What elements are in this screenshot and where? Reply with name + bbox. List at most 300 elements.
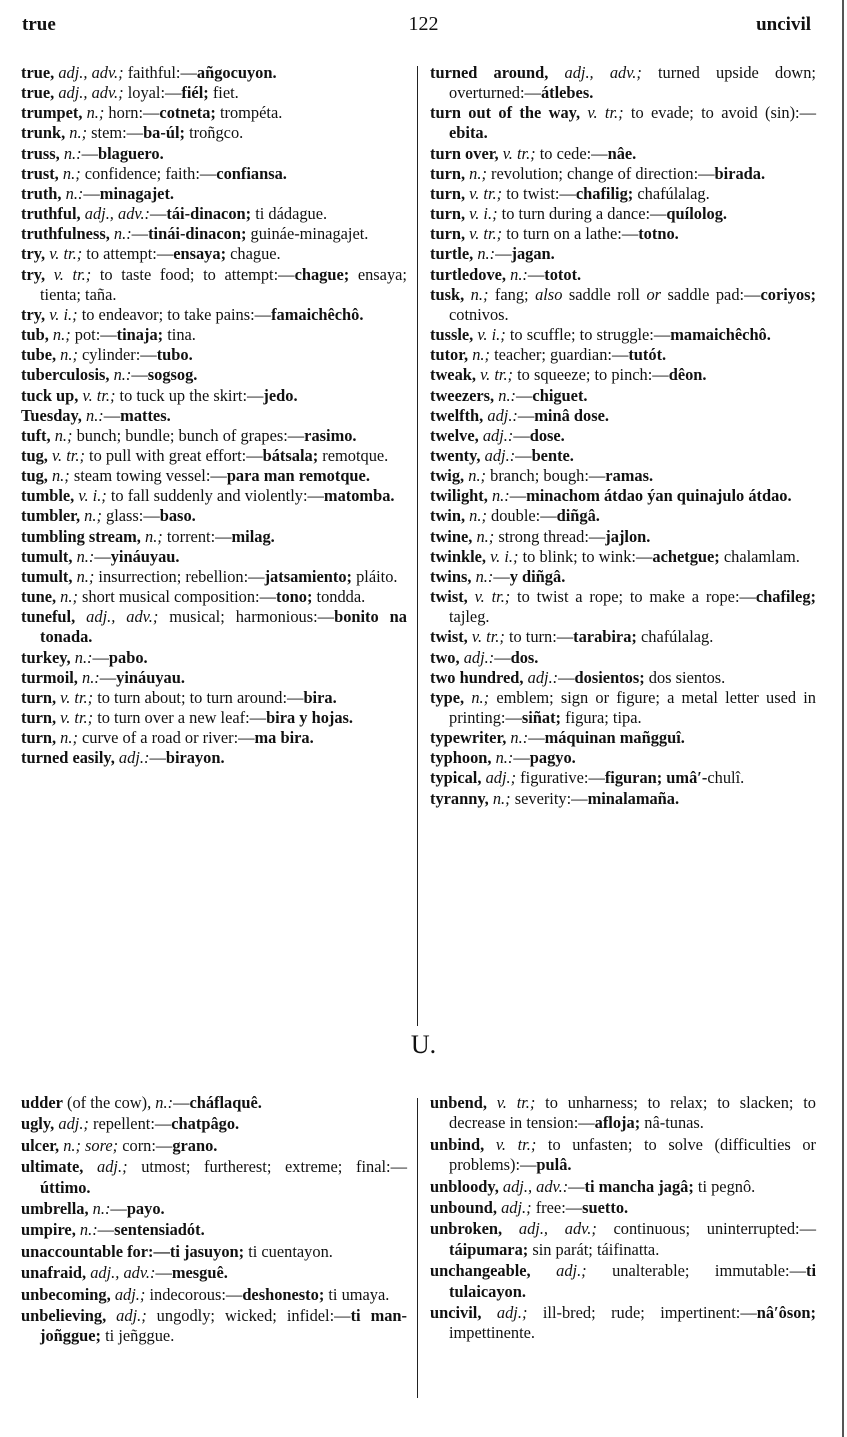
- entry-italic-text: adj.;: [556, 1261, 587, 1281]
- entry-text: confidence; faith:—: [80, 163, 217, 183]
- dictionary-entry: [21, 1136, 407, 1156]
- entry-text: chafúlalag.: [636, 627, 714, 647]
- entry-italic-text: n.;: [51, 466, 70, 486]
- running-head-left: true: [22, 14, 56, 35]
- dictionary-entry: [21, 648, 407, 668]
- entry-italic-text: adj., adv.;: [86, 607, 159, 627]
- dictionary-entry: [430, 345, 816, 365]
- entry-text: to twist:—: [502, 183, 576, 203]
- entry-text: torrent:—: [162, 526, 232, 546]
- entry-bold-text: turned easily,: [21, 748, 115, 768]
- entry-bold-text: bonito na tonada.: [40, 607, 407, 647]
- entry-italic-text: adj.;: [501, 1198, 532, 1218]
- entry-bold-text: milag.: [231, 526, 275, 546]
- entry-italic-text: n.:: [74, 647, 93, 667]
- entry-bold-text: unafraid,: [21, 1263, 87, 1283]
- entry-text: to tuck up the skirt:—: [115, 385, 264, 405]
- entry-bold-text: turtle,: [430, 244, 474, 264]
- dictionary-entry: [430, 789, 816, 809]
- entry-text: saddle roll: [562, 284, 647, 304]
- entry-bold-text: bira y hojas.: [266, 708, 354, 727]
- dictionary-entry: [21, 83, 407, 103]
- entry-bold-text: figuran; umâ′-: [604, 768, 708, 788]
- dictionary-entry: [21, 345, 407, 365]
- entry-bold-text: turn out of the way,: [430, 103, 581, 123]
- entry-text: to turn on a lathe:—: [502, 224, 639, 244]
- dictionary-entry: [21, 426, 407, 446]
- entry-bold-text: tumult,: [21, 566, 73, 586]
- dictionary-entry: [430, 668, 816, 688]
- entry-italic-text: n.:: [491, 486, 510, 506]
- entry-bold-text: jatsamiento;: [264, 566, 352, 586]
- entry-bold-text: truthfulness,: [21, 224, 110, 244]
- entry-bold-text: ba-úl;: [143, 123, 185, 143]
- entry-italic-text: adj.:: [484, 445, 516, 465]
- entry-italic-text: adj.;: [496, 1303, 528, 1323]
- entry-italic-text: n.:: [86, 405, 104, 425]
- entry-text: utmost; furtherest; extreme; final:—: [127, 1157, 407, 1177]
- entry-bold-text: chague;: [294, 264, 350, 284]
- entry-bold-text: ebita.: [449, 123, 488, 143]
- entry-bold-text: try,: [21, 264, 46, 284]
- entry-bold-text: tuneful,: [21, 607, 76, 627]
- dictionary-entry: [430, 426, 816, 446]
- dictionary-entry: [21, 668, 407, 688]
- entry-bold-text: totno.: [638, 224, 679, 244]
- entry-italic-text: adj.:: [487, 405, 518, 425]
- entry-bold-text: turn,: [430, 204, 466, 224]
- entry-italic-text: v. tr.;: [469, 183, 503, 203]
- entry-bold-text: turn,: [21, 728, 57, 748]
- dictionary-entry: [430, 265, 816, 285]
- entry-text: to blink; to wink:—: [518, 546, 653, 566]
- entry-bold-text: unbloody,: [430, 1176, 499, 1196]
- entry-bold-text: jagan.: [511, 244, 555, 264]
- entry-bold-text: tune,: [21, 587, 57, 607]
- entry-bold-text: unbelieving,: [21, 1306, 107, 1326]
- entry-bold-text: twine,: [430, 526, 473, 546]
- entry-text: to attempt:—: [82, 244, 174, 264]
- dictionary-entry: [430, 748, 816, 768]
- entry-bold-text: umpire,: [21, 1220, 76, 1240]
- entry-italic-text: n.;: [470, 284, 489, 304]
- entry-bold-text: tug,: [21, 466, 48, 486]
- entry-bold-text: umbrella,: [21, 1199, 89, 1219]
- entry-text: corn:—: [118, 1135, 173, 1155]
- entry-text: —: [558, 667, 575, 687]
- entry-text: insurrection; rebellion:—: [94, 566, 265, 586]
- entry-text: continuous; uninterrupted:—: [596, 1219, 816, 1239]
- dictionary-entry: [430, 144, 816, 164]
- entry-bold-text: jajlon.: [605, 526, 651, 546]
- entry-text: to taste food; to attempt:—: [91, 264, 295, 284]
- entry-bold-text: unbind,: [430, 1134, 485, 1154]
- entry-text: ti dádague.: [251, 204, 328, 224]
- dictionary-entry: [21, 607, 407, 647]
- entry-bold-text: two,: [430, 647, 460, 667]
- entry-bold-text: tussle,: [430, 325, 474, 345]
- entry-text: —: [513, 748, 530, 768]
- entry-text: to turn:—: [504, 627, 574, 647]
- dictionary-entry: [430, 648, 816, 668]
- entry-italic-text: n.;: [62, 163, 81, 183]
- entry-text: ungodly; wicked; infidel:—: [146, 1306, 351, 1326]
- entry-text: —: [131, 365, 148, 385]
- dictionary-entry: [21, 1263, 407, 1283]
- entry-text: remotque.: [318, 445, 389, 465]
- entry-italic-text: n.:: [65, 183, 84, 203]
- entry-bold-text: baso.: [159, 506, 196, 526]
- entry-text: to turn about; to turn around:—: [93, 687, 304, 707]
- entry-bold-text: typical,: [430, 768, 482, 788]
- entry-text: —: [83, 183, 100, 203]
- entry-bold-text: twin,: [430, 506, 466, 526]
- scan-edge: [842, 0, 844, 1437]
- entry-italic-text: n.:: [498, 385, 517, 405]
- dictionary-entry: [21, 728, 407, 748]
- dictionary-entry: [430, 365, 816, 385]
- entry-bold-text: unbound,: [430, 1198, 497, 1218]
- dictionary-entry: [21, 224, 407, 244]
- dictionary-entry: [21, 103, 407, 123]
- entry-bold-text: tyranny,: [430, 788, 489, 808]
- entry-italic-text: v. tr.;: [495, 1134, 537, 1154]
- entry-bold-text: ensaya;: [173, 244, 227, 264]
- entry-bold-text: truth,: [21, 183, 62, 203]
- entry-text: to turn during a dance:—: [497, 204, 667, 224]
- entry-bold-text: tub,: [21, 325, 49, 345]
- entry-bold-text: trust,: [21, 163, 59, 183]
- entry-text: horn:—: [104, 103, 160, 123]
- entry-bold-text: nâ′ôson;: [756, 1303, 816, 1323]
- entry-bold-text: ti man-joñggue;: [40, 1306, 407, 1346]
- dictionary-entry: [21, 1114, 407, 1134]
- entry-bold-text: truss,: [21, 143, 60, 163]
- dictionary-entry: [21, 567, 407, 587]
- entry-text: —: [149, 748, 166, 768]
- entry-bold-text: cháflaquê.: [189, 1093, 262, 1112]
- entry-text: indecorous:—: [145, 1284, 243, 1304]
- entry-bold-text: úttimo.: [40, 1177, 91, 1197]
- dictionary-entry: [430, 728, 816, 748]
- entry-text: loyal:—: [123, 83, 182, 103]
- entry-bold-text: birada.: [714, 163, 766, 183]
- dictionary-entry: [430, 547, 816, 567]
- entry-italic-text: adj.;: [485, 768, 517, 788]
- entry-bold-text: tumble,: [21, 486, 75, 506]
- dictionary-entry: [21, 587, 407, 607]
- entry-bold-text: turn,: [430, 163, 466, 183]
- entry-italic-text: n.:: [475, 566, 494, 586]
- entry-bold-text: tuberculosis,: [21, 365, 110, 385]
- entry-text: tajleg.: [449, 607, 490, 627]
- entry-italic-text: v. tr.;: [469, 224, 503, 244]
- entry-bold-text: tinaja;: [116, 325, 164, 345]
- dictionary-entry: [21, 63, 407, 83]
- entry-bold-text: twilight,: [430, 486, 488, 506]
- entry-bold-text: yináuyau.: [110, 546, 180, 566]
- dictionary-entry: [430, 1093, 816, 1134]
- entry-text: —: [97, 1220, 115, 1240]
- entry-bold-text: turn over,: [430, 143, 499, 163]
- entry-text: ill-bred; rude; impertinent:—: [527, 1303, 757, 1323]
- dictionary-entry: [21, 748, 407, 768]
- entry-bold-text: tube,: [21, 345, 57, 365]
- entry-text: ensaya; tienta; taña.: [40, 264, 407, 304]
- column-u-right: [430, 1093, 816, 1345]
- entry-bold-text: twenty,: [430, 445, 481, 465]
- entry-text: tondda.: [312, 587, 366, 607]
- entry-italic-text: adj., adv.;: [58, 63, 124, 82]
- entry-bold-text: tweezers,: [430, 385, 495, 405]
- entry-italic-text: adj., adv.:: [502, 1176, 569, 1196]
- entry-bold-text: fiél;: [181, 83, 209, 103]
- entry-text: —: [495, 244, 512, 264]
- dictionary-entry: [430, 1303, 816, 1344]
- entry-italic-text: n.;: [476, 526, 495, 546]
- entry-text: fiet.: [208, 83, 239, 103]
- entry-bold-text: turned around,: [430, 63, 549, 82]
- dictionary-entry: [21, 446, 407, 466]
- entry-italic-text: n.;: [145, 526, 163, 546]
- entry-bold-text: pagyo.: [529, 748, 576, 768]
- entry-text: —: [509, 486, 527, 506]
- entry-bold-text: tutor,: [430, 345, 469, 365]
- entry-text: [75, 607, 86, 626]
- entry-italic-text: also: [535, 284, 563, 304]
- entry-italic-text: n.:: [495, 748, 514, 768]
- entry-text: teacher; guardian:—: [489, 345, 629, 365]
- dictionary-entry: [21, 365, 407, 385]
- entry-text: fang;: [488, 284, 536, 304]
- dictionary-entry: [430, 587, 816, 627]
- dictionary-entry: [21, 164, 407, 184]
- entry-text: [502, 1219, 519, 1238]
- dictionary-entry: [430, 1177, 816, 1197]
- dictionary-entry: [430, 446, 816, 466]
- entry-italic-text: adj., adv.:: [84, 204, 151, 224]
- entry-text: stem:—: [87, 123, 144, 143]
- entry-text: saddle pad:—: [661, 284, 761, 304]
- entry-bold-text: tumult,: [21, 546, 73, 566]
- entry-text: to unharness; to relax; to slacken; to decrease in tension:—: [449, 1093, 816, 1133]
- entry-text: ti jeñggue.: [101, 1326, 175, 1346]
- entry-bold-text: typhoon,: [430, 748, 492, 768]
- dictionary-entry: [21, 123, 407, 143]
- dictionary-entry: [430, 184, 816, 204]
- entry-bold-text: turn,: [21, 708, 57, 727]
- entry-text: impettinente.: [449, 1323, 536, 1343]
- dictionary-entry: [21, 1306, 407, 1347]
- entry-text: dos sientos.: [644, 667, 726, 687]
- entry-italic-text: v. tr.;: [471, 627, 505, 647]
- entry-text: chalamlam.: [719, 546, 800, 566]
- dictionary-entry: [21, 1199, 407, 1219]
- dictionary-entry: [430, 103, 816, 143]
- dictionary-entry: [21, 466, 407, 486]
- entry-text: ti cuentayon.: [244, 1241, 333, 1261]
- entry-bold-text: unaccountable for:—ti jasuyon;: [21, 1241, 245, 1261]
- entry-italic-text: v. tr.;: [53, 264, 92, 284]
- column-t-left: [21, 63, 407, 768]
- dictionary-entry: [430, 1135, 816, 1176]
- entry-text: short musical composition:—: [77, 587, 276, 607]
- entry-italic-text: n.:: [510, 264, 528, 284]
- entry-text: —: [493, 566, 510, 586]
- entry-italic-text: n.:: [79, 1220, 98, 1240]
- entry-italic-text: adj.;: [116, 1306, 147, 1326]
- entry-italic-text: n.;: [60, 587, 78, 607]
- entry-text: ti pegnô.: [693, 1176, 756, 1196]
- entry-text: severity:—: [510, 788, 588, 808]
- dictionary-entry: [430, 204, 816, 224]
- entry-bold-text: payo.: [126, 1199, 165, 1219]
- entry-italic-text: n.:: [63, 143, 82, 163]
- dictionary-entry: [430, 567, 816, 587]
- entry-bold-text: suetto.: [582, 1198, 629, 1218]
- dictionary-entry: [430, 63, 816, 103]
- entry-italic-text: adj., adv.;: [518, 1219, 597, 1239]
- entry-bold-text: typewriter,: [430, 728, 507, 748]
- entry-bold-text: chiguet.: [532, 385, 588, 405]
- entry-italic-text: v. i.;: [490, 546, 519, 566]
- entry-bold-text: chafileg;: [755, 587, 816, 607]
- entry-bold-text: ti mancha jagâ;: [584, 1176, 694, 1196]
- entry-italic-text: adj., adv.:: [90, 1263, 156, 1283]
- entry-bold-text: coriyos;: [760, 284, 816, 304]
- dictionary-entry: [21, 184, 407, 204]
- dictionary-entry: [430, 325, 816, 345]
- entry-bold-text: yináuyau.: [116, 667, 185, 687]
- entry-bold-text: bira.: [303, 687, 337, 707]
- dictionary-entry: [430, 1198, 816, 1218]
- entry-text: —: [155, 1263, 172, 1283]
- entry-bold-text: try,: [21, 304, 46, 324]
- entry-bold-text: quílolog.: [666, 204, 727, 224]
- entry-bold-text: ramas.: [605, 466, 654, 486]
- entry-italic-text: v. i.;: [477, 325, 506, 345]
- dictionary-entry: [21, 144, 407, 164]
- entry-italic-text: n.:: [510, 728, 529, 748]
- entry-bold-text: dosientos;: [574, 667, 645, 687]
- dictionary-entry: [21, 244, 407, 264]
- entry-italic-text: adj.;: [114, 1284, 146, 1304]
- entry-bold-text: nâe.: [607, 143, 637, 163]
- entry-italic-text: v. tr.;: [60, 708, 94, 727]
- entry-bold-text: confiansa.: [216, 163, 287, 183]
- entry-text: guináe-minagajet.: [246, 224, 369, 244]
- dictionary-entry: [21, 1242, 407, 1262]
- entry-bold-text: tutót.: [628, 345, 667, 365]
- entry-text: pláito.: [351, 566, 398, 586]
- entry-text: [548, 63, 564, 82]
- dictionary-entry: [430, 386, 816, 406]
- entry-italic-text: adj.;: [58, 1114, 89, 1134]
- entry-italic-text: v. tr.;: [480, 365, 514, 385]
- entry-text: chafúlalag.: [633, 183, 710, 203]
- entry-text: —: [527, 264, 545, 284]
- entry-text: sin parát; táifinatta.: [528, 1239, 660, 1259]
- entry-italic-text: n.;: [52, 325, 71, 345]
- entry-bold-text: twig,: [430, 466, 465, 486]
- entry-bold-text: mattes.: [120, 405, 171, 425]
- entry-text: revolution; change of direction:—: [486, 163, 715, 183]
- entry-bold-text: y diñgâ.: [509, 566, 566, 586]
- entry-italic-text: n.;: [76, 566, 95, 586]
- entry-text: (of the cow),: [62, 1093, 156, 1112]
- entry-bold-text: deshonesto;: [242, 1284, 325, 1304]
- entry-text: —: [94, 546, 111, 566]
- entry-bold-text: truthful,: [21, 204, 81, 224]
- dictionary-entry: [430, 1219, 816, 1260]
- entry-italic-text: n.;: [54, 425, 73, 445]
- entry-bold-text: tinái-dinacon;: [148, 224, 247, 244]
- entry-italic-text: n.:: [477, 244, 496, 264]
- dictionary-entry: [430, 164, 816, 184]
- entry-text: to turn over a new leaf:—: [93, 708, 267, 727]
- entry-text: to twist a rope; to make a rope:—: [510, 587, 756, 607]
- entry-bold-text: trunk,: [21, 123, 66, 143]
- entry-bold-text: átlebes.: [540, 83, 594, 103]
- entry-bold-text: dêon.: [668, 365, 707, 385]
- dictionary-entry: [430, 466, 816, 486]
- entry-bold-text: pulâ.: [536, 1155, 572, 1175]
- entry-bold-text: twins,: [430, 566, 472, 586]
- entry-italic-text: v. tr.;: [49, 244, 83, 264]
- entry-text: [45, 265, 54, 284]
- entry-italic-text: v. i.;: [469, 204, 498, 224]
- entry-bold-text: ulcer,: [21, 1135, 60, 1155]
- entry-bold-text: cotneta;: [159, 103, 216, 123]
- entry-bold-text: grano.: [172, 1135, 218, 1155]
- entry-italic-text: v. tr.;: [51, 445, 85, 465]
- entry-bold-text: máquinan mañgguî.: [544, 728, 685, 748]
- entry-bold-text: sentensiadót.: [114, 1220, 205, 1240]
- entry-text: [531, 1261, 556, 1280]
- entry-italic-text: v. tr.;: [587, 103, 624, 123]
- entry-text: figurative:—: [516, 768, 605, 788]
- entry-italic-text: v. tr.;: [474, 587, 511, 607]
- entry-bold-text: mesguê.: [171, 1263, 228, 1283]
- dictionary-entry: [21, 386, 407, 406]
- column-divider: [417, 66, 418, 1026]
- entry-text: to squeeze; to pinch:—: [513, 365, 669, 385]
- entry-italic-text: v. tr.;: [496, 1093, 536, 1112]
- entry-text: to pull with great effort:—: [84, 445, 263, 465]
- entry-italic-text: n.;: [471, 687, 490, 707]
- page-number: 122: [408, 13, 439, 35]
- entry-bold-text: udder: [21, 1093, 63, 1112]
- entry-text: repellent:—: [88, 1114, 172, 1134]
- entry-bold-text: chafilig;: [575, 183, 634, 203]
- dictionary-entry: [21, 1220, 407, 1240]
- entry-bold-text: añgocuyon.: [196, 63, 277, 82]
- entry-text: tina.: [163, 325, 196, 345]
- entry-bold-text: pabo.: [108, 647, 148, 667]
- entry-bold-text: blaguero.: [97, 143, 164, 163]
- entry-text: to cede:—: [535, 143, 608, 163]
- entry-bold-text: para man remotque.: [226, 466, 370, 486]
- entry-bold-text: tumbler,: [21, 506, 81, 526]
- entry-bold-text: twist,: [430, 627, 468, 647]
- entry-text: —: [515, 445, 532, 465]
- entry-bold-text: bátsala;: [262, 445, 319, 465]
- entry-italic-text: n.;: [472, 345, 490, 365]
- entry-bold-text: twelfth,: [430, 405, 484, 425]
- entry-bold-text: táipumara;: [449, 1239, 529, 1259]
- entry-text: chague.: [226, 244, 281, 264]
- entry-text: —: [81, 143, 98, 163]
